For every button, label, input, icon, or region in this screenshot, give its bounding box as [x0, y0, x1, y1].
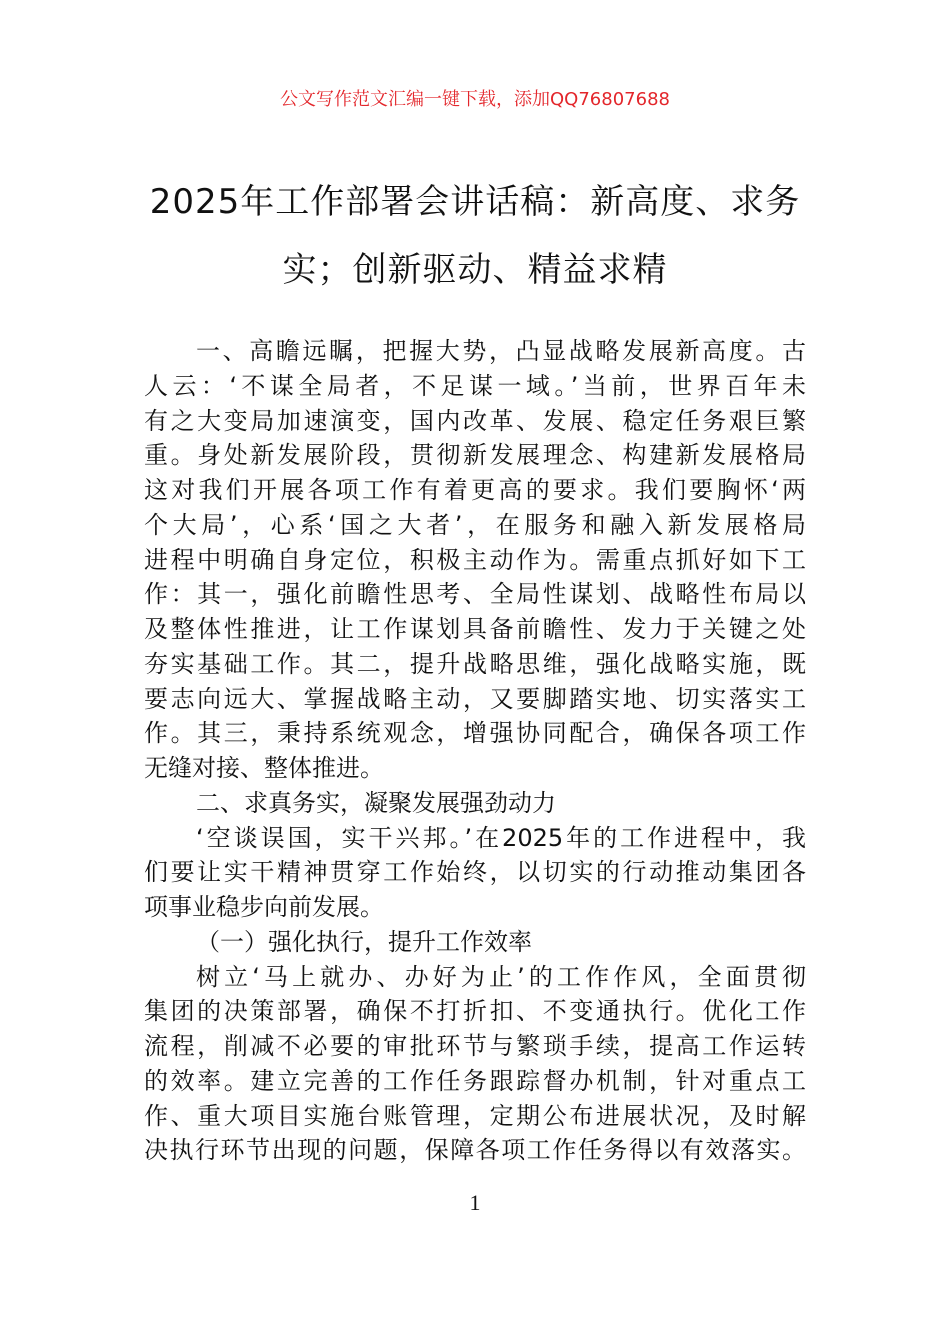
text-line: 有之大变局加速演变，国内改革、发展、稳定任务艰巨繁: [144, 406, 806, 435]
text-line: ‘空谈误国，实干兴邦。’在2025年的工作进程中，我: [196, 823, 806, 852]
text-line: 一、高瞻远瞩，把握大势，凸显战略发展新高度。古: [196, 337, 806, 365]
text-line: 个大局’，心系‘国之大者’，在服务和融入新发展格局: [144, 510, 806, 539]
text-line: 的效率。建立完善的工作任务跟踪督办机制，针对重点工: [144, 1066, 806, 1095]
promo-header: 公文写作范文汇编一键下载，添加QQ76807688: [280, 89, 670, 110]
text-line: 无缝对接、整体推进。: [144, 754, 384, 782]
text-line: 二、求真务实，凝聚发展强劲动力: [196, 788, 556, 817]
text-line: 集团的决策部署，确保不打折扣、不变通执行。优化工作: [144, 997, 806, 1026]
text-line: 作、重大项目实施台账管理，定期公布进展状况，及时解: [144, 1101, 806, 1130]
text-line: 流程，削减不必要的审批环节与繁琐手续，提高工作运转: [144, 1032, 806, 1060]
text-line: 们要让实干精神贯穿工作始终，以切实的行动推动集团各: [144, 858, 806, 887]
text-line: 这对我们开展各项工作有着更高的要求。我们要胸怀‘两: [144, 476, 806, 504]
text-line: 项事业稳步向前发展。: [144, 893, 384, 921]
text-line: 作。其三，秉持系统观念，增强协同配合，确保各项工作: [144, 719, 806, 748]
text-line: 重。身处新发展阶段，贯彻新发展理念、构建新发展格局: [144, 441, 806, 470]
document-title-line-1: 2025年工作部署会讲话稿：新高度、求务: [149, 182, 801, 222]
document-title-line-2: 实；创新驱动、精益求精: [282, 250, 668, 290]
text-line: （一）强化执行，提升工作效率: [196, 927, 532, 956]
text-line: 夯实基础工作。其二，提升战略思维，强化战略实施，既: [144, 649, 806, 678]
text-line: 进程中明确自身定位，积极主动作为。需重点抓好如下工: [144, 545, 806, 574]
text-line: 人云：‘不谋全局者，不足谋一域。’当前，世界百年未: [144, 371, 806, 400]
page-number: 1: [469, 1190, 481, 1215]
document-body: [144, 334, 806, 1168]
text-line: 及整体性推进，让工作谋划具备前瞻性、发力于关键之处: [144, 615, 806, 643]
text-line: 要志向远大、掌握战略主动，又要脚踏实地、切实落实工: [144, 684, 806, 713]
text-line: 树立‘马上就办、办好为止’的工作作风，全面贯彻: [196, 962, 806, 991]
text-line: 作：其一，强化前瞻性思考、全局性谋划、战略性布局以: [144, 580, 806, 609]
text-line: 决执行环节出现的问题，保障各项工作任务得以有效落实。: [144, 1136, 806, 1165]
